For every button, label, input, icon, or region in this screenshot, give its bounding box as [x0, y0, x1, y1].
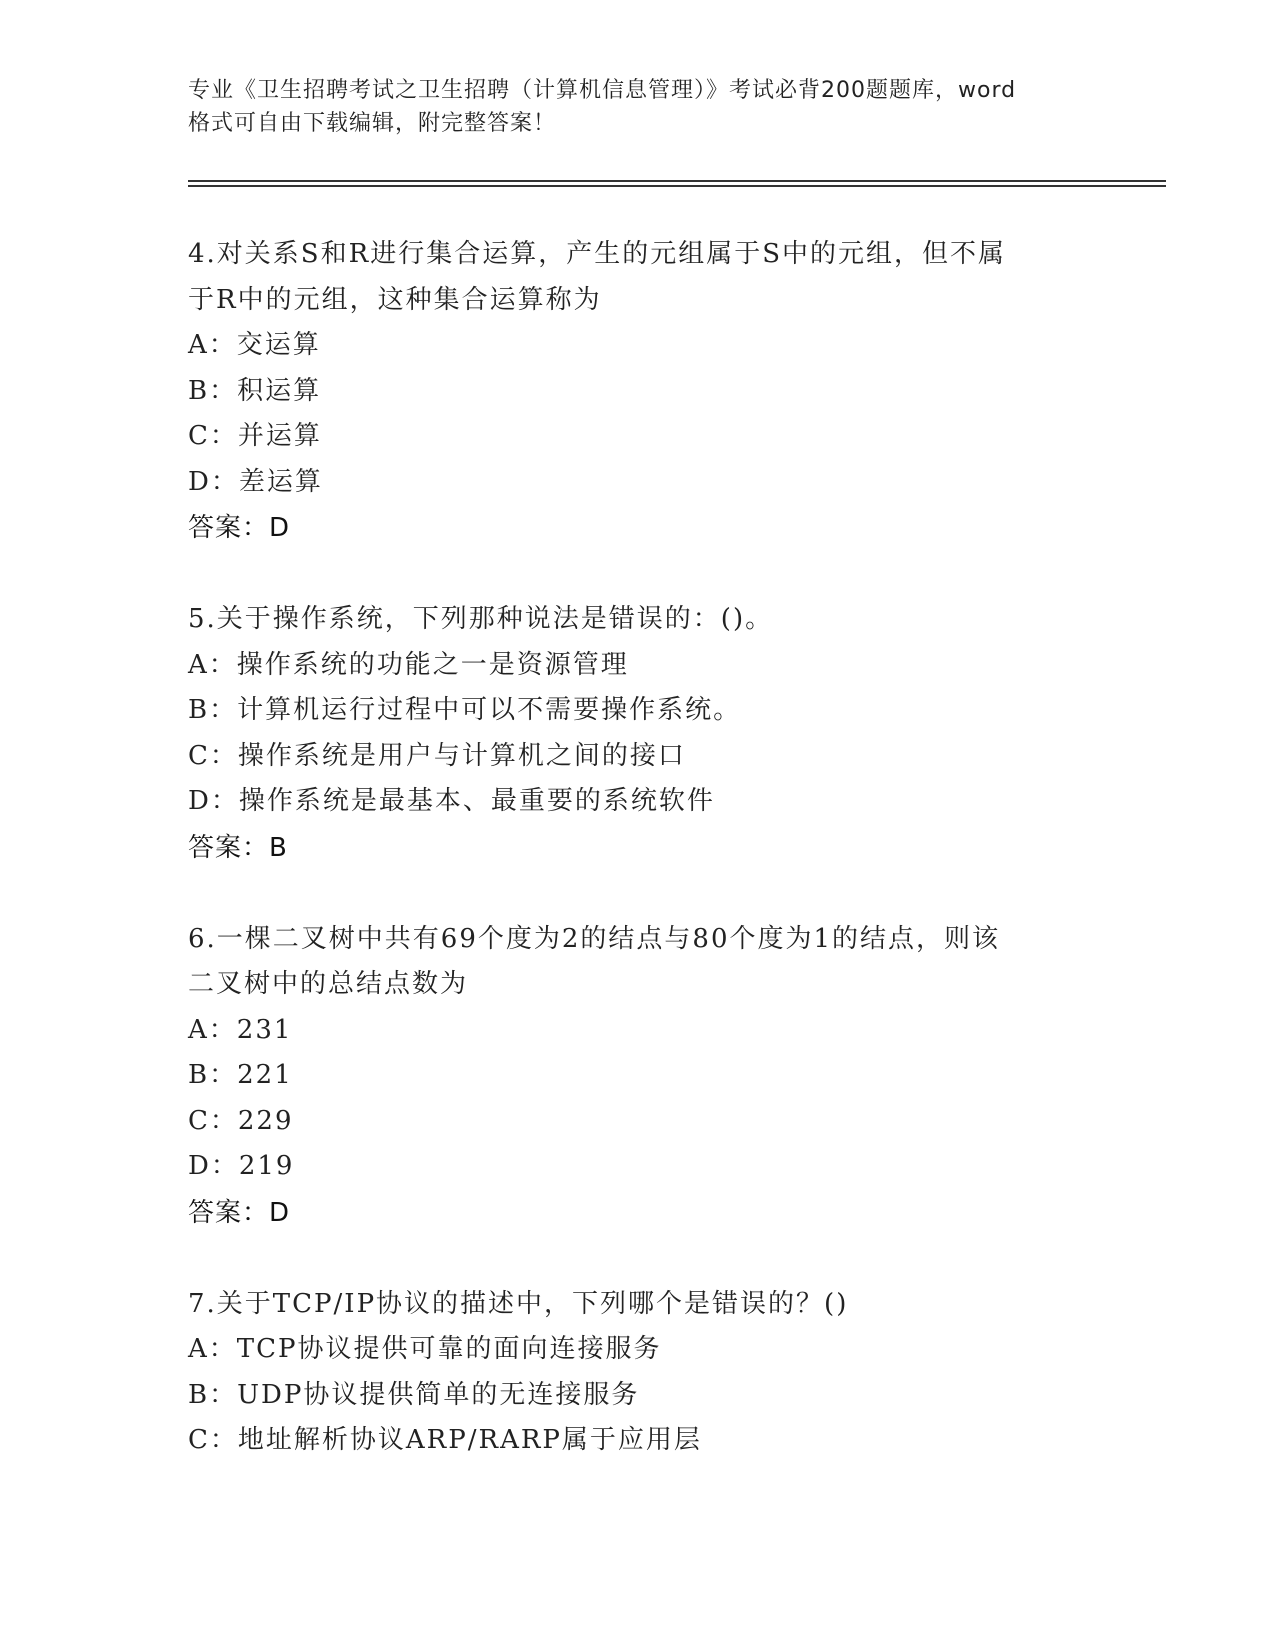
question-4 [188, 232, 1088, 551]
option-b: B：UDP协议提供简单的无连接服务 [188, 1379, 640, 1410]
answer: 答案：D [188, 513, 291, 543]
option-b: B：积运算 [188, 375, 322, 406]
option-d: D：差运算 [188, 466, 323, 497]
page-header [188, 74, 1108, 140]
question-text: 7.关于TCP/IP协议的描述中，下列哪个是错误的？() [188, 1288, 849, 1319]
option-a: A：231 [188, 1014, 293, 1045]
option-c: C：229 [188, 1105, 294, 1136]
question-text: 6.一棵二叉树中共有69个度为2的结点与80个度为1的结点，则该 [188, 923, 1001, 954]
option-b: B：计算机运行过程中可以不需要操作系统。 [188, 695, 742, 725]
question-text: 5.关于操作系统，下列那种说法是错误的：()。 [188, 604, 774, 634]
option-a: A：交运算 [188, 330, 321, 360]
question-list [188, 232, 1088, 1510]
answer: 答案：B [188, 832, 288, 863]
question-text-continued: 于R中的元组，这种集合运算称为 [188, 284, 602, 315]
question-text: 4.对关系S和R进行集合运算，产生的元组属于S中的元组，但不属 [188, 239, 1007, 269]
option-d: D：219 [188, 1151, 295, 1181]
answer: 答案：D [188, 1197, 291, 1228]
option-c: C：地址解析协议ARP/RARP属于应用层 [188, 1425, 702, 1455]
option-a: A：TCP协议提供可靠的面向连接服务 [188, 1334, 662, 1364]
option-a: A：操作系统的功能之一是资源管理 [188, 649, 629, 680]
question-7 [188, 1282, 1088, 1464]
header-line-2: 格式可自由下载编辑，附完整答案！ [188, 111, 557, 136]
option-b: B：221 [188, 1060, 293, 1090]
question-text-continued: 二叉树中的总结点数为 [188, 969, 469, 999]
option-c: C：并运算 [188, 421, 322, 451]
question-6 [188, 917, 1088, 1236]
header-line-1: 专业《卫生招聘考试之卫生招聘（计算机信息管理）》考试必背200题题库，word [188, 78, 1017, 103]
option-c: C：操作系统是用户与计算机之间的接口 [188, 740, 686, 771]
question-5 [188, 597, 1088, 871]
option-d: D：操作系统是最基本、最重要的系统软件 [188, 786, 715, 816]
header-divider [188, 180, 1166, 182]
header-divider-second [188, 185, 1166, 187]
